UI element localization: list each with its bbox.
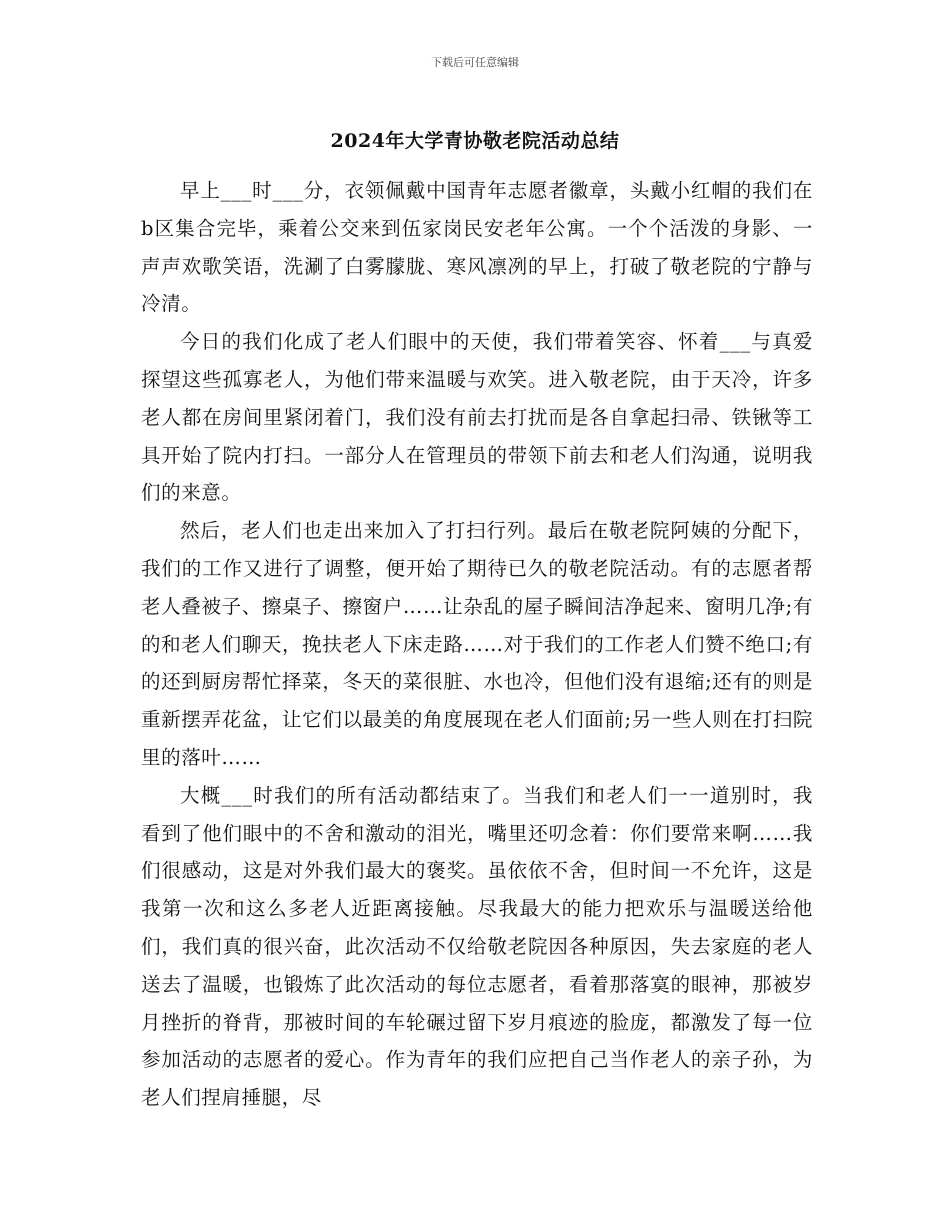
paragraph-3: 然后，老人们也走出来加入了打扫行列。最后在敬老院阿姨的分配下，我们的工作又进行了调整，便开始了期待已久的敬老院活动。有的志愿者帮老人叠被子、擦桌子、擦窗户……让杂乱的屋子瞬间洁净起来、窗明几净;有的和老人们聊天，挽扶老人下床走路……对于我们的工作老人们赞不绝口;有的还到厨房帮忙择菜，冬天的菜很脏、水也冷，但他们没有退缩;还有的则是重新摆弄花盆，让它们以最美的角度展现在老人们面前;另一些人则在打扫院里的落叶…… <box>141 519 813 769</box>
document-body <box>141 172 813 1117</box>
header-note: 下载后可任意编辑 <box>431 56 519 69</box>
paragraph-1: 早上___时___分，衣领佩戴中国青年志愿者徽章，头戴小红帽的我们在b区集合完毕，乘着公交来到伍家岗民安老年公寓。一个个活泼的身影、一声声欢歌笑语，洗涮了白雾朦胧、寒风凛冽的早上，打破了敬老院的宁静与冷清。 <box>141 179 813 316</box>
document-title: 2024年大学青协敬老院活动总结 <box>330 130 620 152</box>
paragraph-2: 今日的我们化成了老人们眼中的天使，我们带着笑容、怀着___与真爱探望这些孤寡老人，为他们带来温暖与欢笑。进入敬老院，由于天冷，许多老人都在房间里紧闭着门，我们没有前去打扰而是各自拿起扫帚、铁锹等工具开始了院内打扫。一部分人在管理员的带领下前去和老人们沟通，说明我们的来意。 <box>141 330 813 505</box>
paragraph-4: 大概___时我们的所有活动都结束了。当我们和老人们一一道别时，我看到了他们眼中的不舍和激动的泪光，嘴里还叨念着：你们要常来啊……我们很感动，这是对外我们最大的褒奖。虽依依不舍，但时间一不允许，这是我第一次和这么多老人近距离接触。尽我最大的能力把欢乐与温暖送给他们，我们真的很兴奋，此次活动不仅给敬老院因各种原因，失去家庭的老人送去了温暖，也锻炼了此次活动的每位志愿者，看着那落寞的眼神，那被岁月挫折的脊背，那被时间的车轮碾过留下岁月痕迹的脸庞，都激发了每一位参加活动的志愿者的爱心。作为青年的我们应把自己当作老人的亲子孙，为老人们捏肩捶腿，尽 <box>141 783 813 1110</box>
